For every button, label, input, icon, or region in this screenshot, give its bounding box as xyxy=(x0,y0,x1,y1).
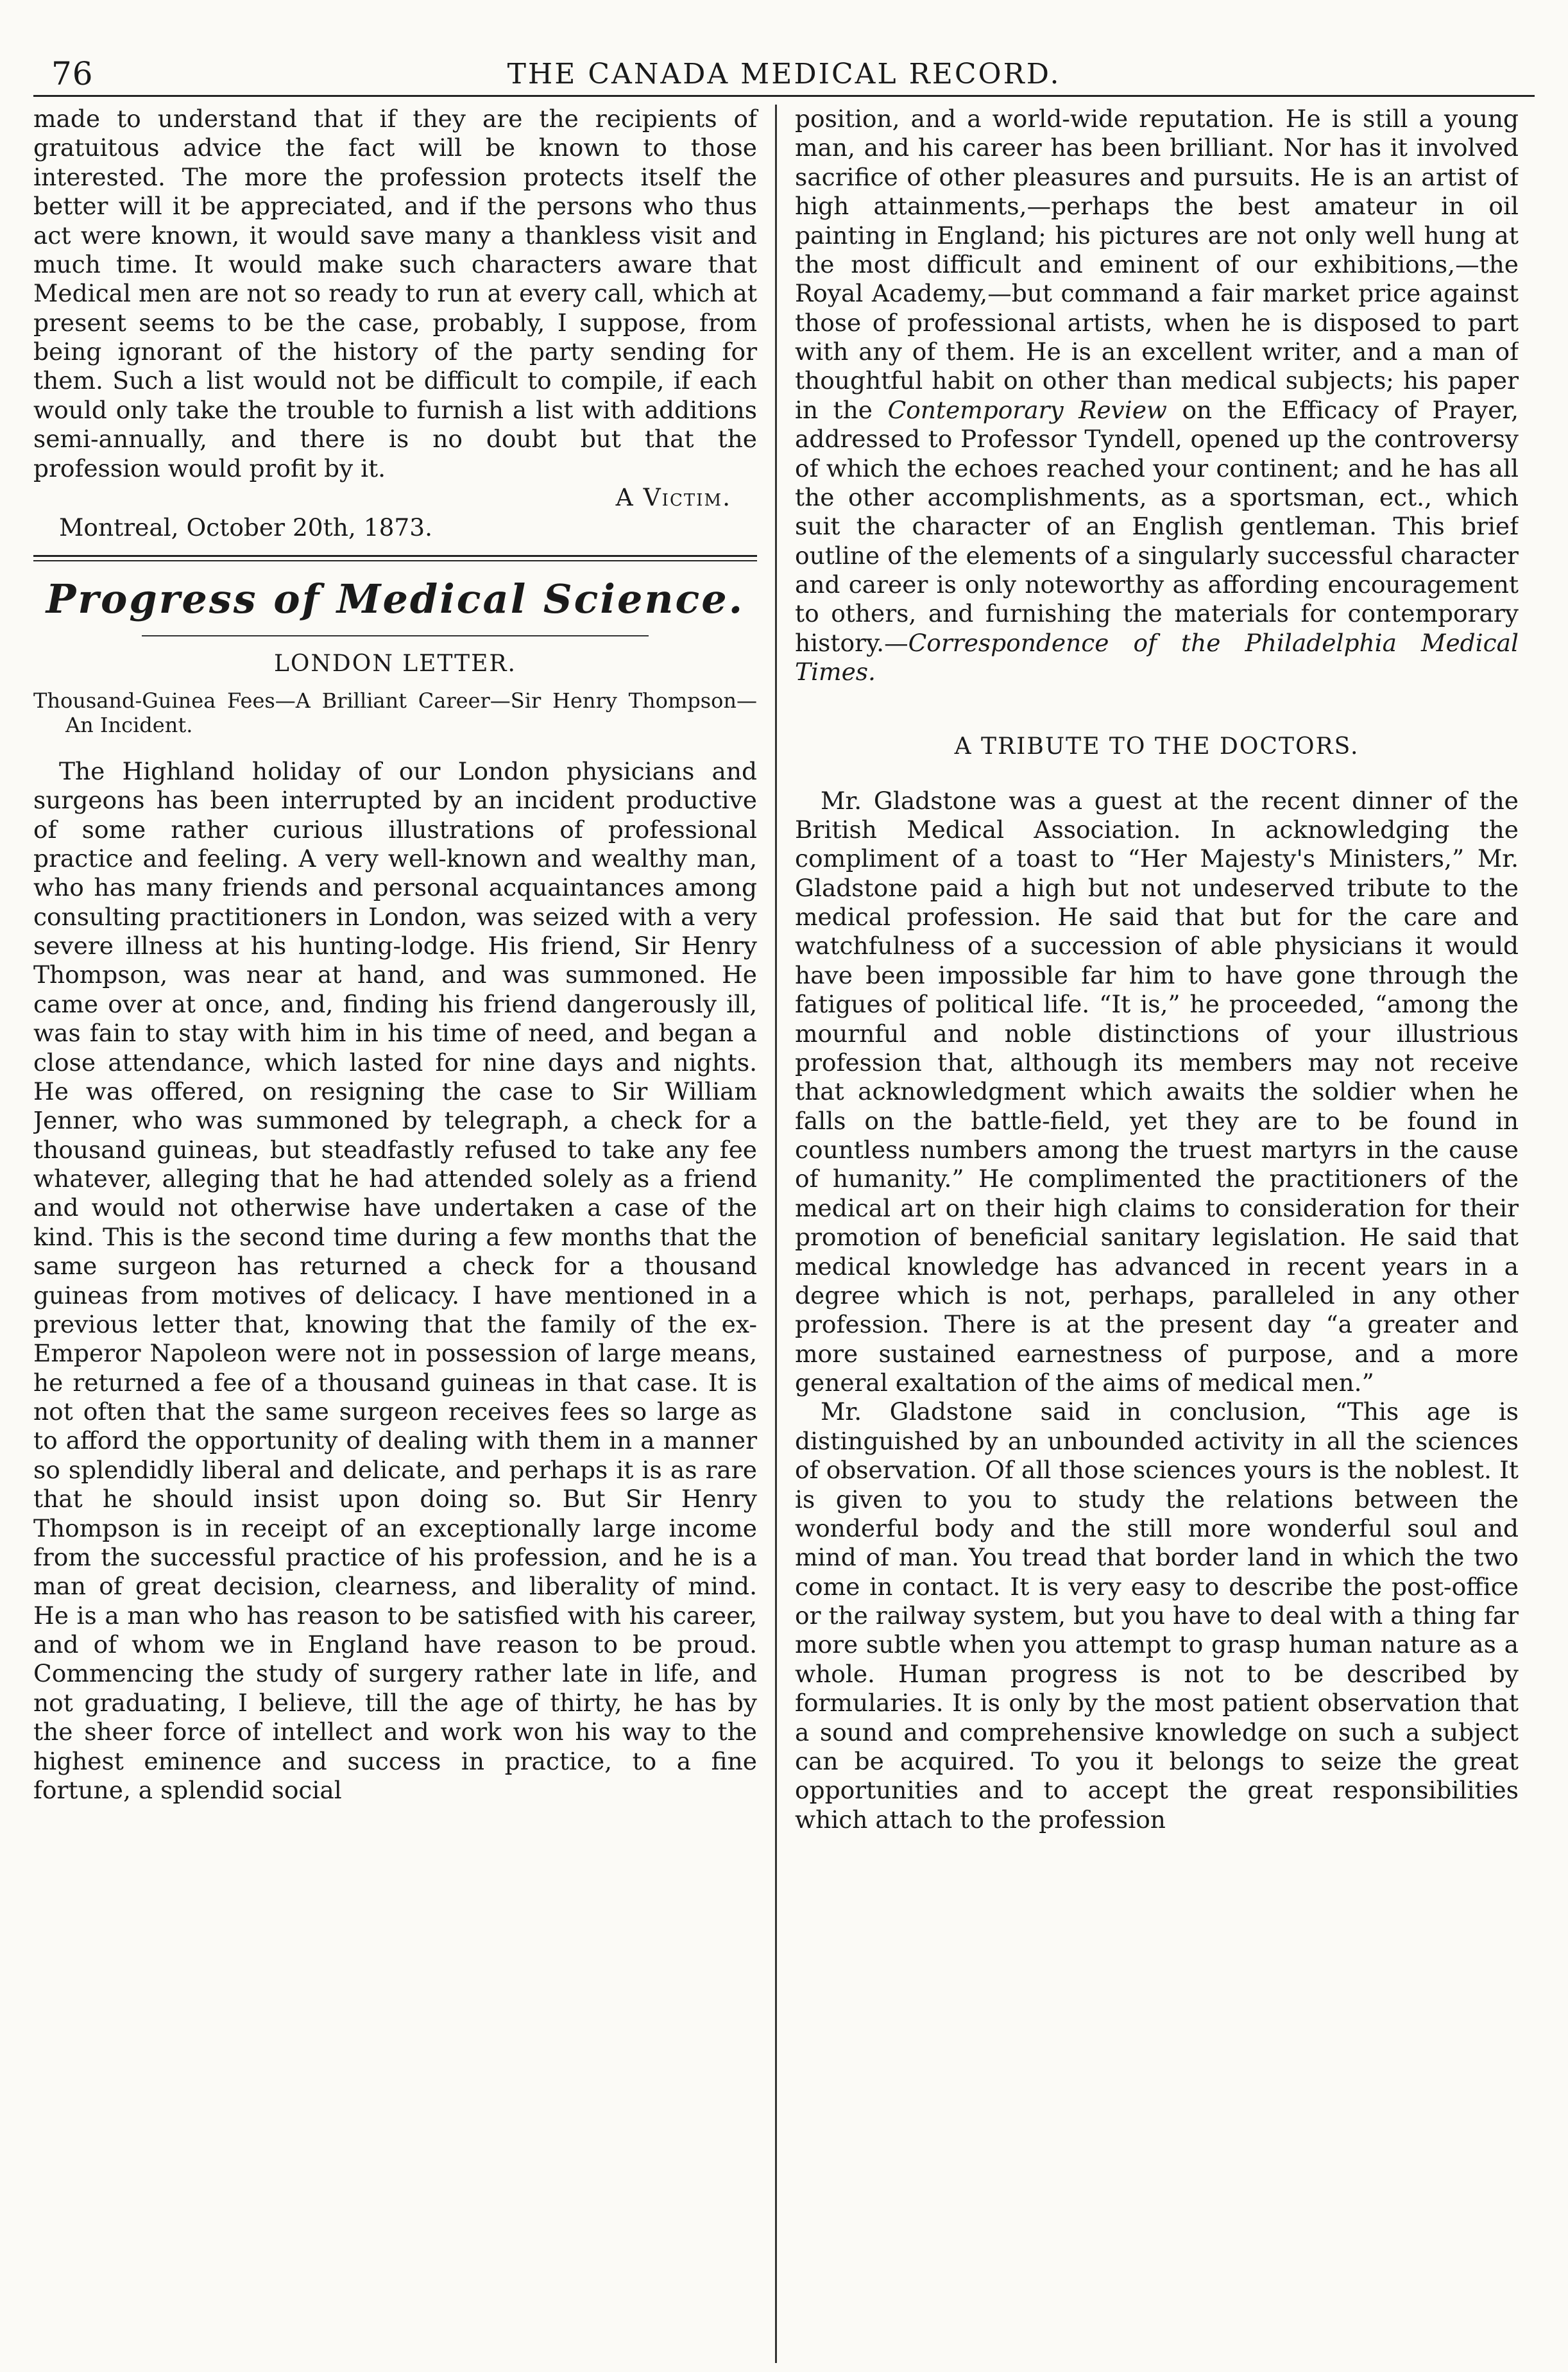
london-letter-body: The Highland holiday of our London physicians and surgeons has been interrupted by an incident productive of some rather curious illustrations of professional practice and feeling. A very well-known and wealthy man, who has many friends and personal acquaintances among consulting practitioners in London, was seized with a very severe illness at his hunting-lodge. His friend, Sir Henry Thompson, was near at hand, and was summoned. He came over at once, and, finding his friend dangerously ill, was fain to stay with him in his time of need, and began a close attendance, which lasted for nine days and nights. He was offered, on resigning the case to Sir William Jenner, who was summoned by telegraph, a check for a thousand guineas, but steadfastly refused to take any fee whatever, alleging that he had attended solely as a friend and would not otherwise have undertaken a case of the kind. This is the second time during a few months that the same surgeon has returned a check for a thousand guineas from motives of delicacy. I have mentioned in a previous letter that, knowing that the family of the ex-Emperor Napoleon were not in possession of large means, he returned a fee of a thousand guineas in that case. It is not often that the same surgeon receives fees so large as to afford the opportunity of dealing with them in a manner so splendidly liberal and delicate, and perhaps it is as rare that he should insist upon doing so. But Sir Henry Thompson is in receipt of an exceptionally large income from the successful practice of his profession, and he is a man of great decision, clearness, and liberality of mind. He is a man who has reason to be satisfied with his career, and of whom we in England have reason to be proud. Commencing the study of surgery rather late in life, and not graduating, I believe, till the age of thirty, he has by the sheer force of intellect and work won his way to the highest eminence and success in practice, to a fine fortune, a splendid social xyxy=(33,756,757,1804)
tribute-paragraph-2: Mr. Gladstone said in conclusion, “This age is distinguished by an unbounded activity in all the sciences of observation. Of all those sciences yours is the noblest. It is given to you to study the relations between the wonderful body and the still more wonderful soul and mind of man. You tread that border land in which the two come in contact. It is very easy to describe the post-office or the railway system, but you have to deal with a thing far more subtle when you attempt to grasp human nature as a whole. Human progress is not to be described by formularies. It is only by the most patient observation that a sound and comprehensive knowledge on such a subject can be acquired. To you it belongs to seize the great opportunities and to accept the great responsibilities which attach to the profession xyxy=(795,1397,1519,1834)
section-divider xyxy=(33,555,757,561)
two-column-body xyxy=(33,105,1535,2363)
london-letter-continued xyxy=(795,105,1519,687)
signature-line xyxy=(33,483,757,512)
letter-signature: A Victim. xyxy=(615,482,731,511)
column-rule xyxy=(775,105,777,2363)
tribute-paragraph-1: Mr. Gladstone was a guest at the recent dinner of the British Medical Association. In acknowledging the compliment of a toast to “Her Majesty's Ministers,” Mr. Gladstone paid a high but not undeserved tribute to the medical profession. He said that but for the care and watchfulness of a succession of able physicians it would have been impossible far him to have gone through the fatigues of political life. “It is,” he proceeded, “among the mournful and noble distinctions of your illustrious profession that, although its members may not receive that acknowledgment which awaits the soldier when he falls on the battle-field, yet they are to be found in countless numbers among the truest martyrs in the cause of humanity.” He complimented the practitioners of the medical art on their high claims to consideration for their promotion of beneficial sanitary legislation. He said that medical knowledge has advanced in recent years in a degree which is not, perhaps, paralleled in any other profession. There is at the present day “a greater and more sustained earnestness of purpose, and a more general exaltation of the aims of medical men.” xyxy=(795,786,1519,1397)
journal-title: THE CANADA MEDICAL RECORD. xyxy=(507,58,1061,90)
letter-dateline: Montreal, October 20th, 1873. xyxy=(59,513,433,542)
article-subheading: Thousand-Guinea Fees—A Brilliant Career—Sir Henry Thompson—An Incident. xyxy=(33,688,757,738)
right-column xyxy=(781,105,1519,2363)
article-title-tribute: A TRIBUTE TO THE DOCTORS. xyxy=(954,733,1359,760)
heading-rule xyxy=(142,635,649,636)
source-citation: Correspondence of the Philadelphia Medical Times. xyxy=(795,628,1519,687)
continued-text-a: position, and a world-wide reputation. He is still a young man, and his career has been brilliant. Nor has it involved sacrifice of other pleasures and pursuits. He is an artist of high attainments,—perhaps the best amateur in oil painting in England; his pictures are not only well hung at the most difficult and eminent of our exhibitions,—the Royal Academy,—but command a fair market price against those of professional artists, when he is disposed to part with any of them. He is an excellent writer, and a man of thoughtful habit on other than medical subjects; his paper in the xyxy=(795,105,1519,424)
review-name: Contemporary Review xyxy=(887,395,1168,424)
continued-text-b: on the Efficacy of Prayer, addressed to Professor Tyndell, opened up the controversy of which the echoes reached your continent; and he has all the other accomplishments, as a sportsman, ect., which suit the character of an English gentleman. This brief outline of the elements of a singularly successful character and career is only noteworthy as affording encouragement to others, and furnishing the materials for contemporary history.— xyxy=(795,395,1519,657)
section-heading: Progress of Medical Science. xyxy=(46,576,745,622)
page-number: 76 xyxy=(51,55,94,92)
left-column xyxy=(33,105,771,2363)
page-header xyxy=(33,44,1535,97)
article-title-london-letter: LONDON LETTER. xyxy=(274,651,516,677)
letter-body: made to understand that if they are the recipients of gratuitous advice the fact will be known to those interested. The more the profession protects itself the better will it be appreciated, and if the persons who thus act were known, it would save many a thankless visit and much time. It would make such characters aware that Medical men are not so ready to run at every call, which at present seems to be the case, probably, I suppose, from being ignorant of the history of the party sending for them. Such a list would not be difficult to compile, if each would only take the trouble to furnish a list with additions semi-annually, and there is no doubt but that the profession would profit by it. xyxy=(33,105,757,482)
